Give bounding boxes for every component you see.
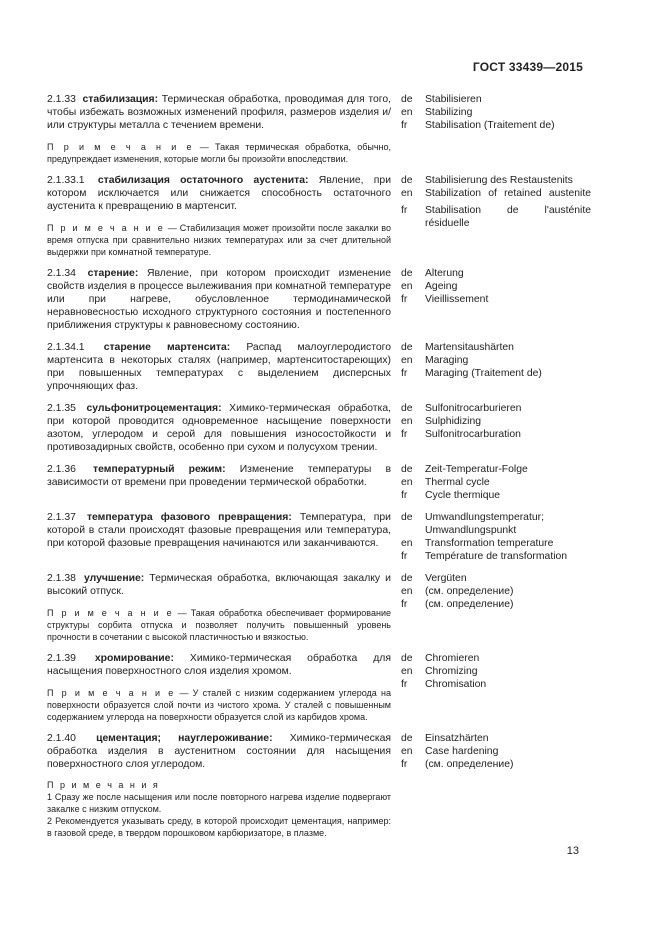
lang-code-fr: fr	[401, 599, 408, 610]
term-number: 2.1.39	[47, 653, 76, 664]
definition-text: Химико-термическая обработка, при которой проводится одновременное насыщение поверхности азотом, углеродом и серой для повышения износостойкости и противозадирных свойств, особенно при сухом и полусухом трении.	[47, 403, 391, 453]
lang-code-en: en	[401, 416, 413, 427]
lang-code-de: de	[401, 268, 413, 279]
note	[47, 607, 391, 643]
notes-title: П р и м е ч а н и я	[47, 780, 160, 790]
term-name: стабилизация остаточного аустенита:	[97, 175, 309, 186]
definition-text: Явление, при котором происходит изменение свойств изделия в процессе вылеживания при комнатной температуре или при нагреве, обусловленное термодинамической неравновесностью исходного структурного состояния и постепенного приближения структуры к равновесному состоянию.	[47, 268, 391, 331]
equivalent-en: Chromizing	[425, 666, 478, 677]
definition-text: Термическая обработка, включающая закалку и высокий отпуск.	[47, 573, 391, 597]
equivalent-de: Alterung	[425, 268, 464, 279]
lang-code-fr: fr	[401, 429, 408, 440]
lang-code-fr: fr	[401, 120, 408, 131]
lang-code-de: de	[401, 653, 413, 664]
equivalent-fr: Chromisation	[425, 679, 487, 690]
lang-code-fr: fr	[401, 551, 408, 562]
term-name: старение:	[87, 268, 139, 279]
term-number: 2.1.35	[47, 403, 76, 414]
lang-code-de: de	[401, 573, 413, 584]
equivalent-en: Stabilizing	[425, 107, 473, 118]
lang-code-en: en	[401, 107, 413, 118]
note-item-2: 2 Рекомендуется указывать среду, в которой происходит цементация, например: в газовой среде, в твердом порошковом карбюризаторе, в плазме.	[47, 816, 391, 838]
lang-code-de: de	[401, 464, 413, 475]
equivalent-de: Einsatzhärten	[425, 733, 489, 744]
term-name: цементация; науглероживание:	[96, 733, 273, 744]
lang-code-de: de	[401, 175, 413, 186]
equivalents	[401, 572, 591, 643]
lang-code-en: en	[401, 586, 413, 597]
note-text: — Стабилизация может произойти после закалки во время отпуска при сравнительно низких температурах или за счет длительной выдержки при комнатной температуре.	[47, 223, 391, 257]
term-number: 2.1.34.1	[47, 342, 85, 353]
definition-text: Распад малоуглеродистого мартенсита в некоторых сталях (например, мартенситостареющих) при повышенных температурах с выделением дисперсных упрочняющих фаз.	[47, 342, 391, 392]
note-label: П р и м е ч а н и е	[47, 688, 176, 698]
note	[47, 222, 391, 258]
term-name: хромирование:	[94, 653, 174, 664]
definition-text: Явление, при котором исключается или снижается способность остаточного аустенита к превращению в мартенсит.	[47, 175, 392, 212]
equivalent-de: Martensitaushärten	[425, 342, 514, 353]
term-number: 2.1.38	[47, 573, 76, 584]
note-label: П р и м е ч а н и е	[47, 142, 194, 152]
equivalent-de: Sulfonitrocarburieren	[425, 403, 522, 414]
term-entry-2-1-33-1	[47, 174, 592, 258]
term-number: 2.1.36	[47, 464, 76, 475]
term-number: 2.1.34	[47, 268, 76, 279]
term-entry-2-1-34-1	[47, 341, 592, 393]
term-number: 2.1.40	[47, 733, 76, 744]
equivalents	[401, 652, 591, 723]
definition	[47, 402, 391, 454]
equivalent-de: Vergüten	[425, 573, 467, 584]
equivalents	[401, 511, 591, 563]
definition	[47, 463, 391, 489]
note-label: П р и м е ч а н и е	[47, 608, 174, 618]
equivalent-fr: Cycle thermique	[425, 490, 501, 501]
term-name: температурный режим:	[93, 464, 226, 475]
equivalent-en: Sulphidizing	[425, 416, 482, 427]
equivalent-en: Maraging	[425, 355, 469, 366]
definition	[47, 174, 391, 213]
term-name: старение мартенсита:	[103, 342, 231, 353]
definition-text: Изменение температуры в зависимости от времени при проведении термической обработки.	[47, 464, 392, 488]
definition	[47, 652, 391, 678]
note-text: — У сталей с низким содержанием углерода на поверхности образуется слой почти из чистого хрома. У сталей с повышенным содержанием углерода на поверхности образуется слой из карбидов хрома.	[47, 688, 391, 722]
equivalent-fr: Stabilisation (Traitement de)	[425, 120, 555, 131]
equivalent-fr: (см. определение)	[425, 599, 514, 610]
term-entry-2-1-34	[47, 267, 592, 332]
note-text: — Такая обработка обеспечивает формирование структуры сорбита отпуска и позволяет получить повышенный уровень прочности в сочетании с высокой пластичностью и вязкостью.	[47, 608, 391, 642]
term-entry-2-1-39	[47, 652, 592, 723]
lang-code-de: de	[401, 403, 413, 414]
definition	[47, 267, 391, 332]
equivalent-de: Stabilisierung des Restaustenits	[425, 175, 573, 186]
lang-code-fr: fr	[401, 679, 408, 690]
term-entry-2-1-37	[47, 511, 592, 563]
equivalent-de: Chromieren	[425, 653, 480, 664]
equivalent-de: Zeit-Temperatur-Folge	[425, 464, 528, 475]
note	[47, 141, 391, 165]
lang-code-en: en	[401, 666, 413, 677]
lang-code-fr: fr	[401, 294, 408, 305]
definition-text: Химико-термическая обработка изделия в аустенитном состоянии для насыщения поверхностного слоя углеродом.	[47, 733, 392, 770]
definition	[47, 511, 391, 550]
term-entry-2-1-35	[47, 402, 592, 454]
lang-code-de: de	[401, 733, 413, 744]
equivalent-en: Ageing	[425, 281, 458, 292]
equivalents	[401, 267, 591, 332]
equivalent-fr: Maraging (Traitement de)	[425, 368, 542, 379]
equivalents	[401, 463, 591, 502]
term-number: 2.1.37	[47, 512, 76, 523]
lang-code-fr: fr	[401, 759, 408, 770]
lang-code-de: de	[401, 342, 413, 353]
equivalents	[401, 93, 591, 165]
equivalents	[401, 732, 591, 839]
definition-text: Термическая обработка, проводимая для того, чтобы избежать возможных изменений профиля, размеров изделия и/или структуры металла с течением времени.	[47, 94, 392, 131]
page-number: 13	[566, 845, 579, 857]
equivalent-en: Case hardening	[425, 746, 499, 757]
term-entry-2-1-38	[47, 572, 592, 643]
definition	[47, 732, 391, 771]
equivalent-en: Thermal cycle	[425, 477, 490, 488]
equivalent-de: Stabilisieren	[425, 94, 482, 105]
equivalent-en: Stabilization of retained austenite	[425, 188, 591, 199]
note-label: П р и м е ч а н и е	[47, 223, 165, 233]
lang-code-en: en	[401, 188, 413, 199]
equivalents	[401, 402, 591, 454]
term-name: температура фазового превращения:	[86, 512, 292, 523]
equivalent-fr: Stabilisation de l'austénite résiduelle	[425, 205, 591, 229]
standard-designation: ГОСТ 33439—2015	[472, 60, 583, 74]
lang-code-en: en	[401, 477, 413, 488]
note-item-1: 1 Сразу же после насыщения или после повторного нагрева изделие подвергают закалке с низким отпуском.	[47, 792, 391, 814]
notes-list	[47, 779, 391, 839]
term-number: 2.1.33.1	[47, 175, 85, 186]
term-entry-2-1-40	[47, 732, 592, 839]
lang-code-en: en	[401, 281, 413, 292]
equivalents	[401, 341, 591, 393]
lang-code-fr: fr	[401, 490, 408, 501]
equivalent-fr: (см. определение)	[425, 759, 514, 770]
lang-code-en: en	[401, 355, 413, 366]
lang-code-de: de	[401, 512, 413, 523]
definition-text: Химико-термическая обработка для насыщения поверхностного слоя изделия хромом.	[47, 653, 391, 677]
lang-code-fr: fr	[401, 205, 408, 216]
note	[47, 687, 391, 723]
lang-code-de: de	[401, 94, 413, 105]
equivalent-fr: Sulfonitrocarburation	[425, 429, 521, 440]
definition	[47, 341, 391, 393]
equivalent-en: (см. определение)	[425, 586, 514, 597]
definition	[47, 93, 391, 132]
equivalents	[401, 174, 591, 258]
equivalent-en: Transformation temperature	[425, 538, 554, 549]
note-text: — Такая термическая обработка, обычно, предупреждает изменения, которые могли бы произойти впоследствии.	[47, 142, 391, 164]
terms-list	[47, 93, 592, 848]
lang-code-en: en	[401, 538, 413, 549]
term-name: улучшение:	[83, 573, 145, 584]
definition-text: Температура, при которой в стали происходят фазовые превращения или температура, при которой фазовые превращения начинаются или заканчиваются.	[47, 512, 391, 549]
term-entry-2-1-33	[47, 93, 592, 165]
term-entry-2-1-36	[47, 463, 592, 502]
term-name: стабилизация:	[82, 94, 159, 105]
term-name: сульфонитроцементация:	[86, 403, 222, 414]
definition	[47, 572, 391, 598]
term-number: 2.1.33	[47, 94, 76, 105]
lang-code-en: en	[401, 746, 413, 757]
lang-code-fr: fr	[401, 368, 408, 379]
equivalent-de: Umwandlungstemperatur; Umwandlungspunkt	[425, 512, 544, 536]
equivalent-fr: Température de transformation	[425, 551, 568, 562]
equivalent-fr: Vieillissement	[425, 294, 489, 305]
